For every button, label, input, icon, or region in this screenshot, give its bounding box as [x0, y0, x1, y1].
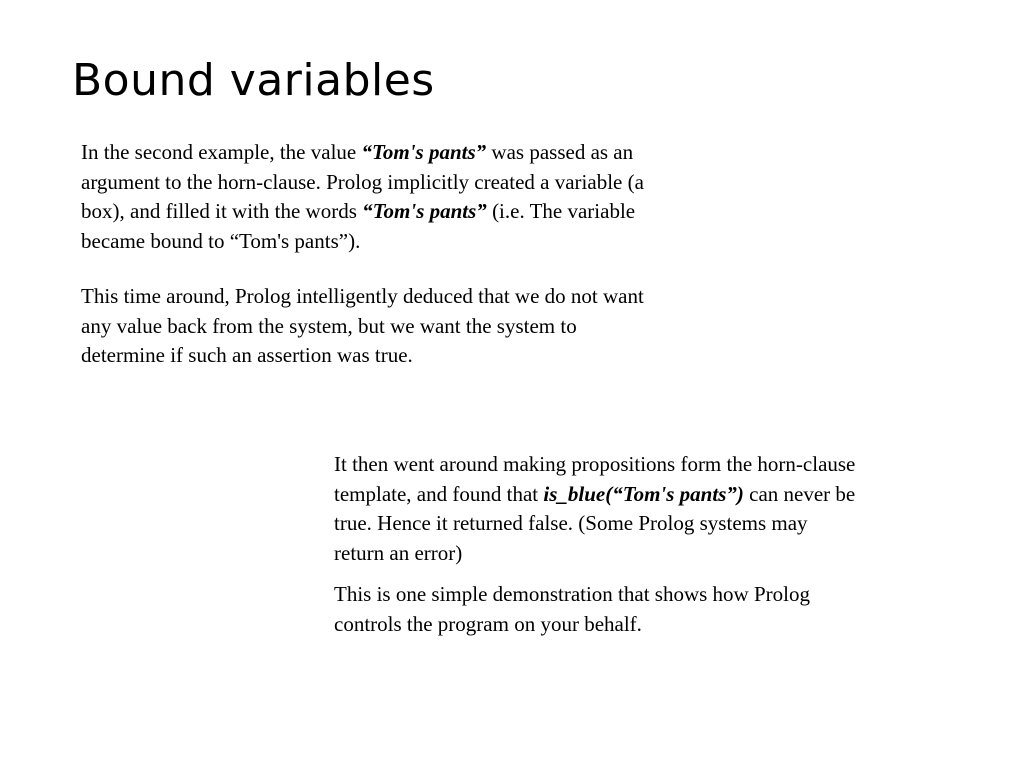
paragraph-propositions — [334, 450, 994, 568]
emphasized-value: “Tom's pants” — [362, 199, 487, 223]
paragraph-line: This is one simple demonstration that shows how Prolog — [334, 582, 810, 606]
emphasized-predicate: is_blue(“Tom's pants”) — [543, 481, 744, 506]
paragraph-line: return an error) — [334, 540, 463, 565]
paragraph-line — [81, 138, 781, 168]
paragraph-line: determine if such an assertion was true. — [81, 343, 413, 367]
paragraph-line: controls the program on your behalf. — [334, 611, 642, 636]
paragraph-line: any value back from the system, but we want the system to — [81, 313, 577, 338]
paragraph-bound-example — [81, 138, 781, 256]
paragraph-deduction — [81, 282, 781, 371]
paragraph-line: It then went around making propositions form the horn-clause — [334, 452, 856, 476]
paragraph-line: This time around, Prolog intelligently deduced that we do not want — [81, 284, 644, 308]
text-run: In the second example, the value — [81, 140, 362, 164]
left-text-block — [81, 138, 781, 371]
paragraph-line — [81, 197, 781, 227]
text-run: (i.e. The variable — [486, 199, 636, 223]
right-text-block — [334, 450, 994, 639]
text-run: can never be — [743, 481, 856, 506]
emphasized-value: “Tom's pants” — [361, 140, 487, 164]
paragraph-line: became bound to “Tom's pants”). — [81, 228, 361, 253]
slide-title: Bound variables — [72, 55, 435, 106]
paragraph-demonstration — [334, 580, 994, 639]
text-run: box), and filled it with the words — [81, 199, 363, 223]
paragraph-line — [334, 480, 994, 510]
text-run: template, and found that — [334, 481, 544, 506]
text-run: was passed as an — [486, 140, 634, 164]
paragraph-line: true. Hence it returned false. (Some Prolog systems may — [334, 511, 808, 535]
paragraph-line: argument to the horn-clause. Prolog implicitly created a variable (a — [81, 169, 644, 194]
